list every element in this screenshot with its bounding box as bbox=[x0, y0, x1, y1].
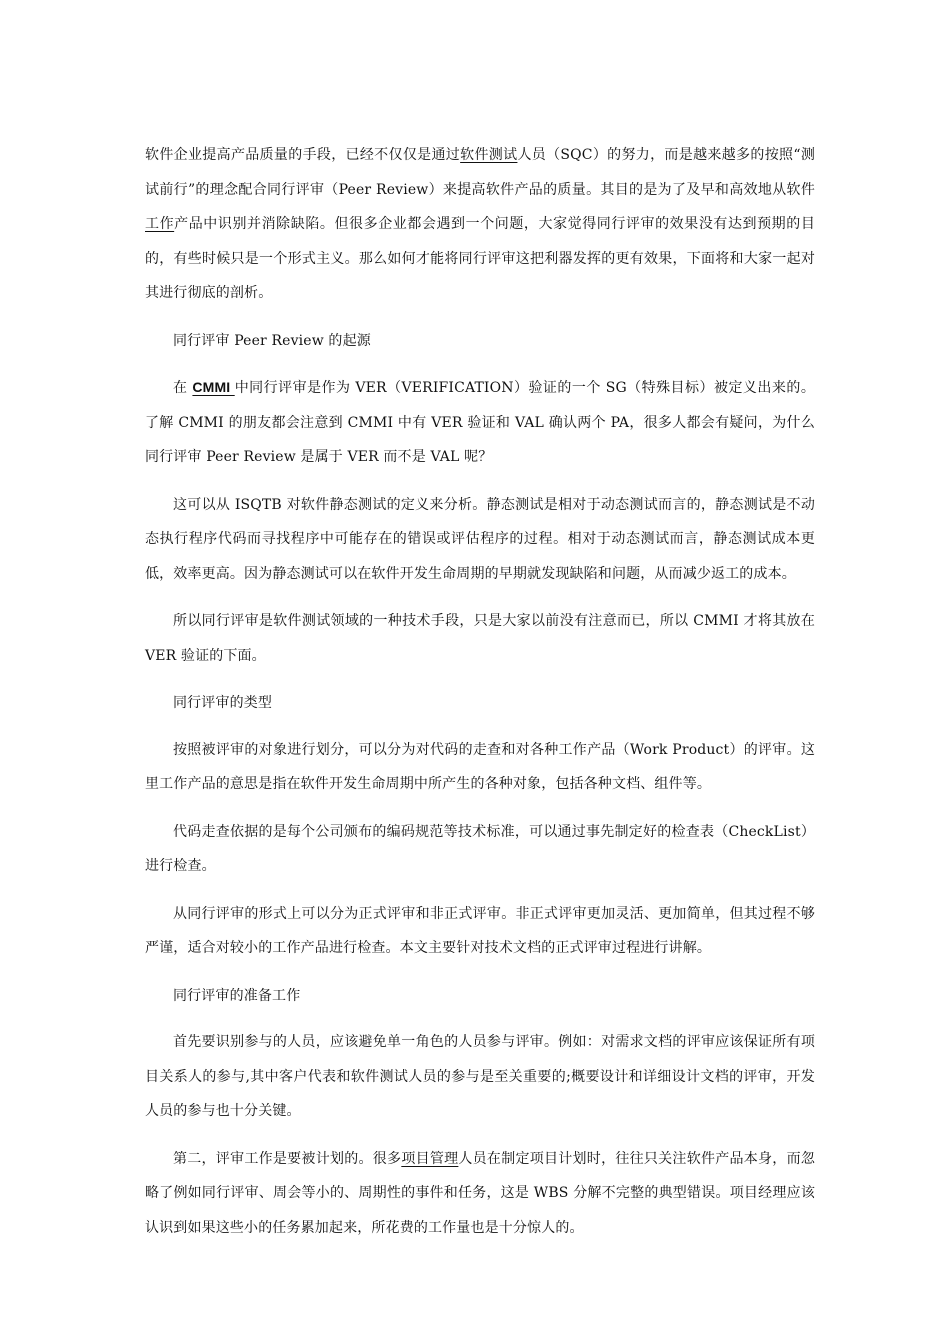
link-software-testing[interactable]: 软件测试 bbox=[460, 147, 518, 163]
text-span: 人员在制定项目计划时，往往只关注软件产品本身，而忽略了例如同行评审、周会等小的、周期性的事件和任务，这是 WBS 分解不完整的典型错误。项目经理应该认识到如果这些小的任务累加起来，所花费的工作量也是十分惊人的。 bbox=[145, 1150, 815, 1236]
heading-prep: 同行评审的准备工作 bbox=[173, 987, 301, 1004]
paragraph-work-product: 按照被评审的对象进行划分，可以分为对代码的走查和对各种工作产品（Work Product）的评审。这里工作产品的意思是指在软件开发生命周期中所产生的各种对象，包括各种文档、组件等。 bbox=[145, 741, 815, 792]
paragraph-code-walkthrough: 代码走查依据的是每个公司颁布的编码规范等技术标准，可以通过事先制定好的检查表（CheckList）进行检查。 bbox=[145, 823, 815, 874]
text-span: 产品中识别并消除缺陷。但很多企业都会遇到一个问题，大家觉得同行评审的效果没有达到预期的目的，有些时候只是一个形式主义。那么如何才能将同行评审这把利器发挥的更有效果，下面将和大家一起对其进行彻底的剖析。 bbox=[145, 216, 815, 301]
heading-origin: 同行评审 Peer Review 的起源 bbox=[173, 332, 371, 349]
link-project-management[interactable]: 项目管理 bbox=[401, 1150, 459, 1167]
text-span: 在 bbox=[173, 380, 193, 396]
text-span: 中同行评审是作为 VER（VERIFICATION）验证的一个 SG（特殊目标）被定义出来的。了解 CMMI 的朋友都会注意到 CMMI 中有 VER 验证和 VAL 确认两个 PA，很多人都会有疑问，为什么同行评审 Peer Review 是属于 VER 而不是 VAL 呢？ bbox=[145, 380, 815, 465]
paragraph-static-testing: 这可以从 ISQTB 对软件静态测试的定义来分析。静态测试是相对于动态测试而言的，静态测试是不动态执行程序代码而寻找程序中可能存在的错误或评估程序的过程。相对于动态测试而言，静态测试成本更低，效率更高。因为静态测试可以在软件开发生命周期的早期就发现缺陷和问题，从而减少返工的成本。 bbox=[145, 496, 815, 582]
article-body bbox=[145, 138, 815, 1258]
link-work[interactable]: 工作 bbox=[145, 216, 175, 232]
paragraph-participants: 首先要识别参与的人员，应该避免单一角色的人员参与评审。例如：对需求文档的评审应该保证所有项目关系人的参与,其中客户代表和软件测试人员的参与是至关重要的;概要设计和详细设计文档的评审，开发人员的参与也十分关键。 bbox=[145, 1034, 815, 1119]
text-span: 人员（SQC）的努力，而是越来越多的按照“测试前行”的理念配合同行评审（Peer Review）来提高软件产品的质量。其目的是为了及早和高效地从软件 bbox=[145, 147, 815, 198]
text-span: 第二，评审工作是要被计划的。很多 bbox=[173, 1150, 402, 1167]
paragraph-cmmi bbox=[145, 370, 815, 475]
paragraph-ver: 所以同行评审是软件测试领域的一种技术手段，只是大家以前没有注意而已，所以 CMMI 才将其放在 VER 验证的下面。 bbox=[145, 613, 815, 664]
paragraph-formal-review: 从同行评审的形式上可以分为正式评审和非正式评审。非正式评审更加灵活、更加简单，但其过程不够严谨，适合对较小的工作产品进行检查。本文主要针对技术文档的正式评审过程进行讲解。 bbox=[145, 905, 815, 956]
link-cmmi[interactable]: CMMI bbox=[192, 379, 235, 395]
text-span: 软件企业提高产品质量的手段，已经不仅仅是通过 bbox=[145, 147, 461, 163]
heading-types: 同行评审的类型 bbox=[173, 695, 273, 711]
paragraph-intro bbox=[145, 138, 815, 311]
paragraph-planning bbox=[145, 1142, 815, 1246]
